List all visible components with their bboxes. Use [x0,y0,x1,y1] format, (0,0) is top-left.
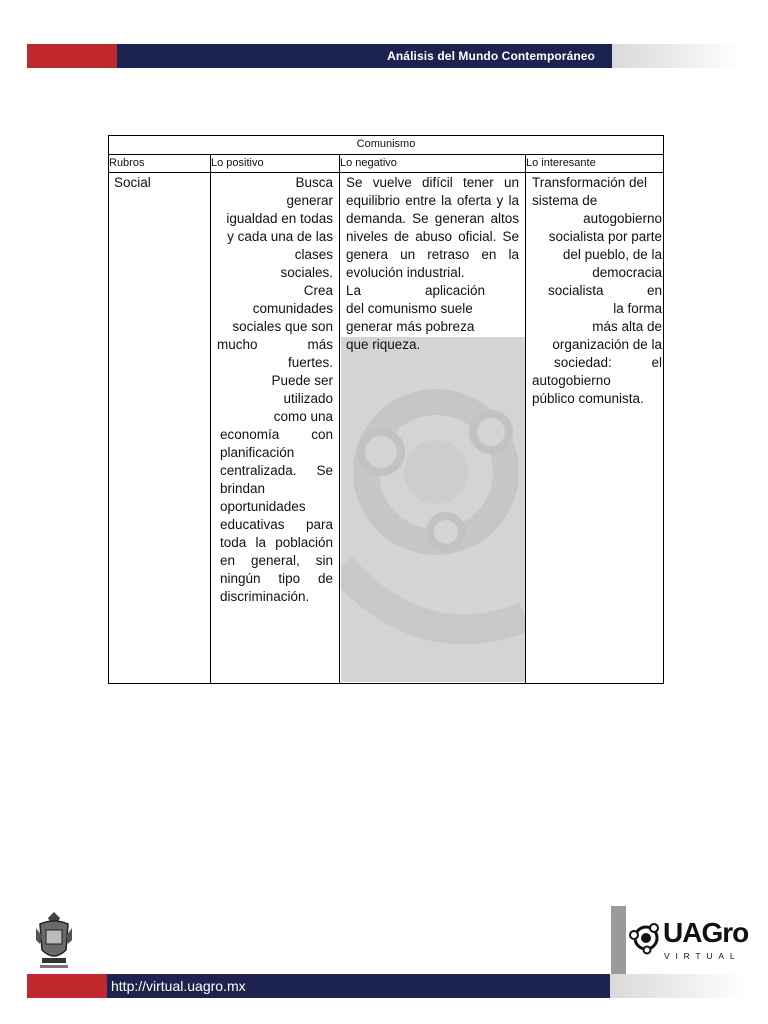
positivo-line: Busca [295,175,333,190]
word: más [307,337,333,352]
brand-subtitle: VIRTUAL [664,951,741,961]
column-header: Lo negativo [340,155,526,173]
interesante-line: autogobierno [532,373,611,388]
negativo-paragraph: del comunismo suele generar más pobreza que riqueza. [346,301,475,352]
positivo-line: comunidades [252,301,333,316]
cell-negativo [340,173,526,684]
cell-interesante [526,173,664,684]
watermark-panel [341,337,525,682]
interesante-line: autogobierno [583,211,662,226]
positivo-line: clases [294,247,333,262]
footer-fade [610,974,746,998]
cell-positivo [211,173,340,684]
brand-name: UAGro [663,917,749,948]
positivo-line: como una [273,409,333,424]
footer-url-link[interactable]: http://virtual.uagro.mx [111,978,246,994]
word: socialista [548,283,604,298]
negativo-paragraph: Se vuelve difícil tener un equilibrio entre la oferta y la demanda. Se generan altos niveles de abuso oficial. Se genera un retraso en la evolución industrial. [346,175,519,280]
cell-rubro [109,173,211,684]
positivo-line [214,336,333,354]
brand-logo [627,918,747,966]
column-header: Lo positivo [211,155,340,173]
table-row [109,173,664,684]
interesante-line: del pueblo, de la [562,247,662,262]
interesante-line: Transformación del [532,175,648,190]
table-title-row [109,136,664,155]
rubro-label: Social [114,175,151,190]
positivo-line: fuertes. [287,355,333,370]
interesante-line: organización de la [552,337,662,352]
university-seal-icon [34,910,74,970]
word: sociedad: [554,355,612,370]
header-accent-red [27,44,117,68]
word: en [646,283,662,298]
positivo-line: y cada una de las [227,229,333,244]
positivo-line: Crea [303,283,333,298]
negativo-text [346,174,519,354]
column-header: Lo interesante [526,155,664,173]
positivo-line: utilizado [283,391,333,406]
interesante-line: público comunista. [532,391,644,406]
positivo-line: sociales que son [232,319,333,334]
negativo-line [346,282,519,300]
column-header: Rubros [109,155,211,173]
page-title: Análisis del Mundo Contemporáneo [387,49,595,63]
uagro-logo-icon [627,920,663,956]
positivo-line: igualdad en todas [226,211,333,226]
interesante-line [532,354,662,372]
table-header-row [109,155,664,173]
positivo-paragraph: economía con planificación centralizada. Se brindan oportunidades educativas para toda la población en general, sin ningún tipo de discriminación. [220,427,333,604]
comparison-table [108,135,664,684]
interesante-line: socialista por parte [548,229,662,244]
uagro-watermark-icon [341,337,525,682]
footer-accent-red [27,974,107,998]
word: mucho [217,337,258,352]
interesante-line: más alta de [592,319,662,334]
interesante-line: sistema de [532,193,598,208]
word: aplicación [424,283,485,298]
positivo-line: sociales. [280,265,333,280]
word: La [346,283,362,298]
interesante-line [532,282,662,300]
word: el [651,355,662,370]
table-title: Comunismo [109,136,664,155]
interesante-line: democracia [592,265,662,280]
positivo-line: Puede ser [271,373,333,388]
interesante-line: la forma [613,301,662,316]
header-fade [612,44,742,68]
positivo-line: generar [286,193,333,208]
